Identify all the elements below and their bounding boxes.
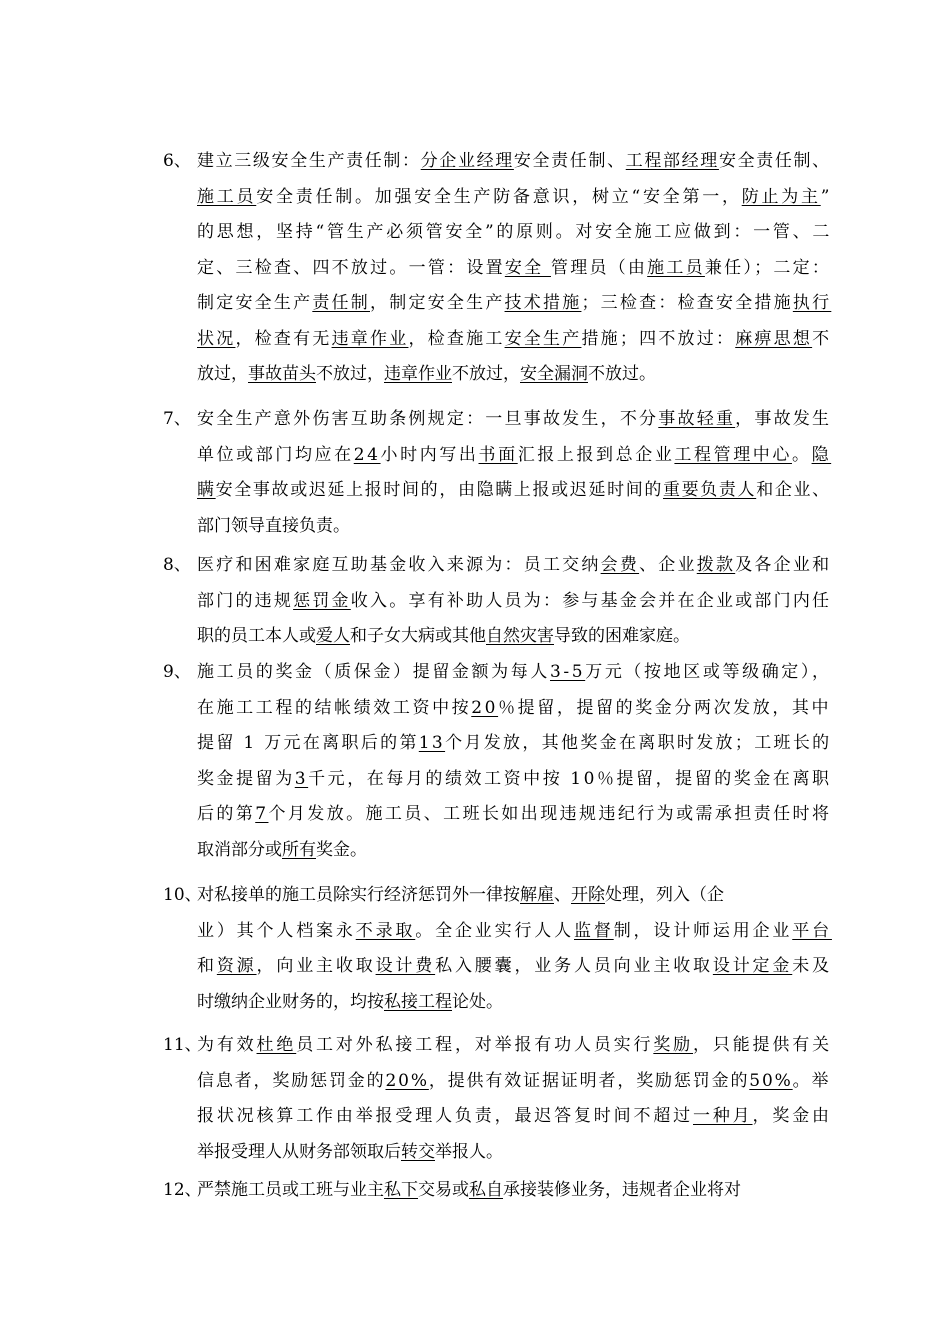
underlined-term: 会费	[600, 555, 640, 575]
underlined-term: 杜绝	[256, 1035, 297, 1055]
text-run: 举报人。	[435, 1142, 503, 1162]
underlined-term: 资源	[216, 956, 257, 976]
underlined-term: 13	[418, 733, 446, 753]
text-run: 严禁施工员或工班与业主	[197, 1180, 384, 1200]
text-run: 和企业、	[756, 480, 831, 500]
text-run: 安全责任制。加强安全生产防备意识，树立“安全第一，	[256, 187, 742, 207]
text-run: 私入腰囊，业务人员向业主收取	[435, 956, 713, 976]
clause-line	[197, 803, 831, 825]
underlined-term: 分企业经理	[420, 151, 514, 171]
clause-line	[197, 328, 831, 350]
clause-number: 9、	[163, 662, 191, 682]
underlined-term: 麻痹思想	[735, 329, 813, 349]
clause-number: 6、	[163, 151, 191, 171]
clause-line	[197, 1034, 832, 1056]
clause-line	[197, 363, 656, 385]
text-run: 。	[791, 445, 812, 465]
underlined-term: 私接工程	[384, 992, 452, 1012]
clause-line	[197, 697, 831, 719]
text-run: 安全事故或迟延上报时间的，由隐瞒上报或迟延时间的	[215, 480, 663, 500]
clause-line	[197, 292, 831, 314]
underlined-term: 安全漏洞	[520, 364, 588, 384]
text-run: 时缴纳企业财务的，均按	[197, 992, 384, 1012]
text-run: 不放过，	[452, 364, 520, 384]
clause-line	[197, 150, 831, 172]
underlined-term: 监督	[574, 921, 614, 941]
text-run: 报状况核算工作由举报受理人负责，最迟答复时间不超过	[197, 1106, 693, 1126]
underlined-term: 安全	[504, 258, 551, 278]
clause-number: 11、	[163, 1035, 202, 1055]
text-run: 万元（按地区或等级确定），	[585, 662, 832, 682]
text-run: 和	[197, 956, 217, 976]
underlined-term: 设计定金	[712, 956, 793, 976]
clause-line	[197, 955, 832, 977]
underlined-term: 施工员	[197, 187, 257, 207]
text-run: 论处。	[452, 992, 503, 1012]
text-run: 小时内写出	[380, 445, 479, 465]
underlined-term: 施工员	[647, 258, 705, 278]
text-run: 提留 1 万元在离职后的第	[197, 733, 419, 753]
underlined-term: 事故轻重	[658, 409, 736, 429]
text-run: 、	[554, 885, 571, 905]
text-run: ，事故发生	[735, 409, 832, 429]
underlined-term: 7	[255, 804, 269, 824]
text-run: 。全企业实行人人	[415, 921, 574, 941]
text-run: 个月发放。施工员、工班长如出现违规违纪行为或需承担责任时将	[268, 804, 832, 824]
underlined-term: 违章作业	[384, 364, 452, 384]
underlined-term: 自然灾害	[486, 626, 554, 646]
underlined-term: 惩罚金	[293, 591, 351, 611]
underlined-term: 开除	[571, 885, 605, 905]
text-run: 及各企业和	[735, 555, 832, 575]
text-run: ，制定安全生产	[370, 293, 505, 313]
clause-line	[197, 991, 503, 1013]
underlined-term: 瞒	[197, 480, 216, 500]
underlined-term: 状况	[197, 329, 236, 349]
underlined-term: 工程部经理	[625, 151, 719, 171]
underlined-term: 技术措施	[504, 293, 582, 313]
text-run: 后的第	[197, 804, 256, 824]
text-run: 奖金。	[316, 840, 367, 860]
clause-line	[197, 221, 832, 243]
clause-line	[197, 554, 831, 576]
text-run: 制定安全生产	[197, 293, 313, 313]
clause-line	[197, 920, 832, 942]
underlined-term: 3	[294, 769, 309, 789]
text-run: 、企业	[639, 555, 697, 575]
text-run: 业）其个人档案永	[197, 921, 356, 941]
clause-number: 10、	[163, 885, 202, 905]
underlined-term: 责任制	[312, 293, 370, 313]
underlined-term: 50%	[749, 1071, 793, 1091]
text-run: 单位或部门均应在	[197, 445, 354, 465]
clause-line	[197, 186, 832, 208]
text-run: 未及	[792, 956, 832, 976]
text-run: 医疗和困难家庭互助基金收入来源为：员工交纳	[197, 555, 601, 575]
underlined-term: 奖励	[653, 1035, 694, 1055]
text-run: 施工员的奖金（质保金）提留金额为每人	[197, 662, 550, 682]
clause-line	[197, 1070, 830, 1092]
text-run: ，检查有无	[235, 329, 332, 349]
text-run: 措施；四不放过：	[581, 329, 736, 349]
text-run: 建立三级安全生产责任制：	[197, 151, 421, 171]
text-run: 交易或	[418, 1180, 469, 1200]
underlined-term: 工程管理中心	[674, 445, 792, 465]
text-run: 奖金提留为	[197, 769, 295, 789]
underlined-term: 防止为主	[741, 187, 821, 207]
text-run: 放过，	[197, 364, 248, 384]
underlined-term: 24	[353, 445, 381, 465]
text-run: 汇报上报到总企业	[517, 445, 675, 465]
text-run: ，奖金由	[752, 1106, 832, 1126]
underlined-term: 执行	[792, 293, 832, 313]
clause-line	[197, 839, 367, 861]
text-run: 取消部分或	[197, 840, 282, 860]
text-run: 处理，列入（企	[605, 885, 724, 905]
text-run: 为有效	[197, 1035, 257, 1055]
underlined-term: 20%	[385, 1071, 429, 1091]
underlined-term: 重要负责人	[663, 480, 757, 500]
text-run: 不放过，	[316, 364, 384, 384]
text-run: 安全责任制、	[718, 151, 831, 171]
underlined-term: 隐	[811, 445, 832, 465]
clause-number: 7、	[163, 409, 191, 429]
text-run: 。举	[792, 1071, 831, 1091]
text-run: 信息者，奖励惩罚金的	[197, 1071, 386, 1091]
text-run: 承接装修业务，违规者企业将对	[503, 1180, 741, 1200]
text-run: 个月发放，其他奖金在离职时发放；工班长的	[445, 733, 832, 753]
text-run: 导致的困难家庭。	[554, 626, 690, 646]
text-run: 职的员工本人或	[197, 626, 316, 646]
underlined-term: 爱人	[316, 626, 350, 646]
clause-line	[197, 732, 831, 754]
text-run: ，向业主收取	[256, 956, 376, 976]
underlined-term: 不录取	[355, 921, 416, 941]
text-run: 制，设计师运用企业	[613, 921, 793, 941]
underlined-term: 拨款	[696, 555, 736, 575]
text-run: ；三检查：检查安全措施	[581, 293, 793, 313]
text-run: ，提供有效证据证明者，奖励惩罚金的	[428, 1071, 750, 1091]
text-run: 安全生产意外伤害互助条例规定：一旦事故发生，不分	[197, 409, 659, 429]
text-run: 管理员（由	[550, 258, 648, 278]
clause-line	[197, 768, 832, 790]
clause-line	[197, 408, 831, 430]
underlined-term: 违章作业	[331, 329, 409, 349]
underlined-term: 私下	[384, 1180, 418, 1200]
clause-line	[197, 661, 832, 683]
clause-line	[197, 515, 350, 537]
text-run: 对私接单的施工员除实行经济惩罚外一律按	[197, 885, 520, 905]
text-run: 定、三检查、四不放过。一管：设置	[197, 258, 505, 278]
underlined-term: 私自	[469, 1180, 503, 1200]
clause-line	[197, 1141, 503, 1163]
clause-line	[197, 479, 831, 501]
clause-line	[197, 1179, 741, 1201]
clause-line	[197, 590, 831, 612]
text-run: ，检查施工	[408, 329, 505, 349]
underlined-term: 事故苗头	[248, 364, 316, 384]
text-run: 和子女大病或其他	[350, 626, 486, 646]
text-run: ％提留，提留的奖金分两次发放，其中	[498, 698, 832, 718]
text-run: 在施工工程的结帐绩效工资中按	[197, 698, 472, 718]
underlined-term: 设计费	[375, 956, 436, 976]
text-run: 安全责任制、	[513, 151, 626, 171]
clause-line	[197, 257, 831, 279]
clause-line	[197, 444, 831, 466]
underlined-term: 所有	[282, 840, 316, 860]
underlined-term: 20	[471, 698, 499, 718]
text-run: ，只能提供有关	[693, 1035, 832, 1055]
underlined-term: 转交	[401, 1142, 435, 1162]
clause-number: 8、	[163, 555, 191, 575]
clause-line	[197, 884, 724, 906]
text-run: ”	[820, 187, 833, 207]
clause-number: 12、	[163, 1180, 202, 1200]
clause-line	[197, 1105, 832, 1127]
text-run: 千元，在每月的绩效工资中按 10％提留，提留的奖金在离职	[308, 769, 832, 789]
text-run: 兼任）；二定：	[704, 258, 832, 278]
text-run: 不	[812, 329, 832, 349]
underlined-term: 书面	[478, 445, 518, 465]
text-run: 举报受理人从财务部领取后	[197, 1142, 401, 1162]
clause-line	[197, 625, 690, 647]
text-run: 部门的违规	[197, 591, 294, 611]
text-run: 员工对外私接工程，对举报有功人员实行	[296, 1035, 654, 1055]
underlined-term: 一种月	[693, 1106, 753, 1126]
underlined-term: 3-5	[549, 662, 586, 682]
text-run: 部门领导直接负责。	[197, 516, 350, 536]
text-run: 收入。享有补助人员为：参与基金会并在企业或部门内任	[350, 591, 832, 611]
text-run: 不放过。	[588, 364, 656, 384]
underlined-term: 安全生产	[504, 329, 582, 349]
underlined-term: 平台	[792, 921, 832, 941]
underlined-term: 解雇	[520, 885, 554, 905]
text-run: 的思想，坚持“管生产必须管安全”的原则。对安全施工应做到：一管、二	[197, 222, 833, 242]
